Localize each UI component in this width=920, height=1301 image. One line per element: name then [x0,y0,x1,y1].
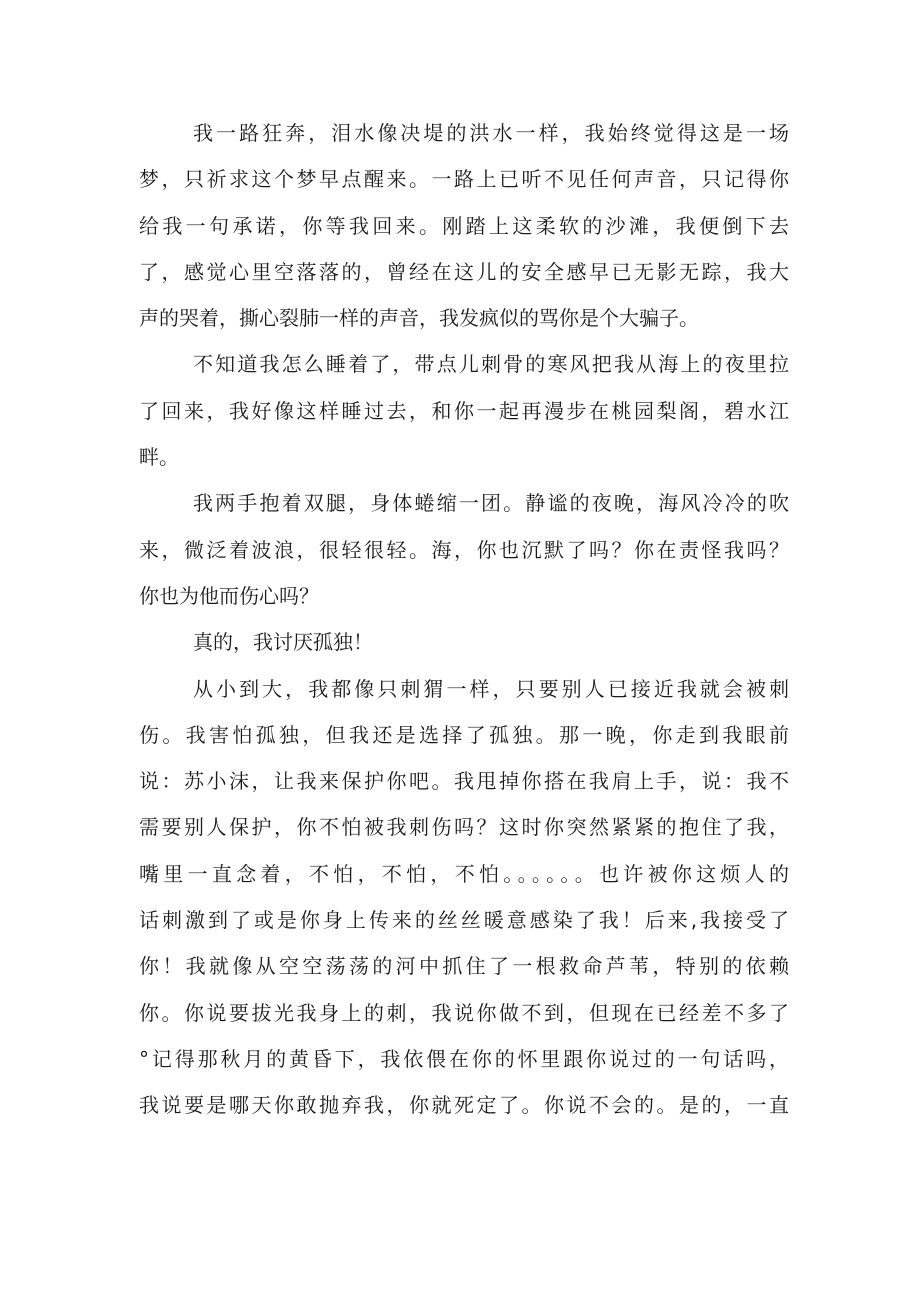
text-line: 给我一句承诺，你等我回来。刚踏上这柔软的沙滩，我便倒下去 [139,213,789,238]
body-text [139,110,789,1129]
text-line: 我一路狂奔，泪水像决堤的洪水一样，我始终觉得这是一场 [193,121,789,145]
text-line: 从小到大，我都像只刺猬一样，只要别人已接近我就会被刺 [193,676,789,701]
text-line: 话刺激到了或是你身上传来的丝丝暖意感染了我！后来,我接受了 [139,908,789,933]
text-line: 我说要是哪天你敢抛弃我，你就死定了。你说不会的。是的，一直 [139,1093,789,1118]
text-line: 梦，只祈求这个梦早点醒来。一路上已听不见任何声音，只记得你 [139,167,789,192]
text-line: 真的，我讨厌孤独！ [193,630,373,655]
text-line: 你也为他而伤心吗？ [139,583,319,608]
text-line: 畔。 [139,445,179,470]
text-line: 需要别人保护，你不怕被我刺伤吗？这时你突然紧紧的抱住了我， [139,815,789,840]
text-line: 声的哭着，撕心裂肺一样的声音，我发疯似的骂你是个大骗子。 [139,306,699,331]
text-line: 了回来，我好像这样睡过去，和你一起再漫步在桃园梨阁，碧水江 [139,398,789,423]
text-line: 了，感觉心里空落落的，曾经在这儿的安全感早已无影无踪，我大 [139,259,789,284]
text-line: 伤。我害怕孤独，但我还是选择了孤独。那一晚，你走到我眼前 [139,722,789,747]
text-line: 你。你说要拔光我身上的刺，我说你做不到，但现在已经差不多了 [139,1000,789,1025]
text-line: 不知道我怎么睡着了，带点儿刺骨的寒风把我从海上的夜里拉 [193,352,789,377]
text-line: 我两手抱着双腿，身体蜷缩一团。静谧的夜晚，海风冷冷的吹 [193,491,789,516]
text-line: 来，微泛着波浪，很轻很轻。海，你也沉默了吗？你在责怪我吗？ [139,537,789,562]
text-line: 嘴里一直念着，不怕，不怕，不怕。。。。。。也许被你这烦人的 [139,861,789,886]
text-line: 你！我就像从空空荡荡的河中抓住了一根救命芦苇，特别的依赖 [139,954,789,979]
text-line: °记得那秋月的黄昏下，我依偎在你的怀里跟你说过的一句话吗， [139,1046,789,1071]
text-line: 说：苏小沫，让我来保护你吧。我甩掉你搭在我肩上手，说：我不 [139,769,789,794]
